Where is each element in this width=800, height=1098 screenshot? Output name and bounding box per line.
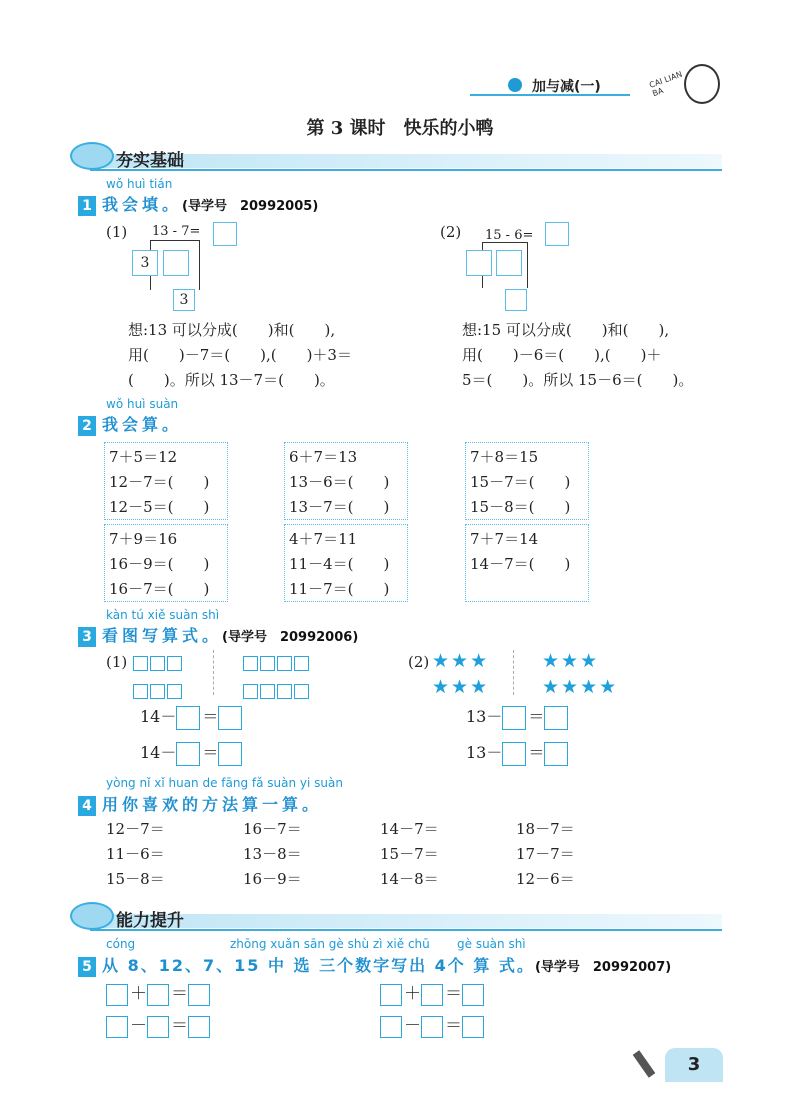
q3-eq-2a: 13－ ＝ xyxy=(466,704,570,730)
pencil-icon xyxy=(633,1050,656,1078)
q3-divider-1 xyxy=(213,650,214,695)
q5-eq-minus-2: － ＝ xyxy=(380,1014,486,1039)
q1-p2-mid-box[interactable] xyxy=(496,250,522,276)
section-banner-ability: 能力提升 xyxy=(70,900,722,932)
q4-col-4: 18－7＝ 17－7＝ 12－6＝ xyxy=(516,820,575,888)
q3-squares-group-b xyxy=(243,653,323,700)
q5-eq-plus-2: ＋ ＝ xyxy=(380,982,486,1007)
q1-p1-text: 想:13 可以分成( )和( ), 用( )－7＝( ),( )＋3＝ ( )。所以 13－7＝( )。 xyxy=(128,321,352,389)
q2-group-2: 6＋7＝13 13－6＝( ) 13－7＝( ) xyxy=(284,442,408,520)
q2-title: 2 我会算。 xyxy=(78,412,182,436)
q4-col-1: 12－7＝ 11－6＝ 15－8＝ xyxy=(106,820,165,888)
q3-p1-label: (1) xyxy=(106,653,128,671)
q3-stars-group-b: ★★★ ★★★★ xyxy=(542,650,619,698)
q1-p2-left-box[interactable] xyxy=(466,250,492,276)
q4-pinyin: yòng nǐ xǐ huan de fāng fǎ suàn yi suàn xyxy=(106,776,343,790)
q5-eq-minus-1: － ＝ xyxy=(106,1014,212,1039)
section-banner-basic: 夯实基础 xyxy=(70,140,722,172)
q3-p2-label: (2) xyxy=(408,653,430,671)
q1-p1-left-box: 3 xyxy=(132,250,158,276)
q2-group-1: 7＋5＝12 12－7＝( ) 12－5＝( ) xyxy=(104,442,228,520)
q3-eq-2b: 13－ ＝ xyxy=(466,740,570,766)
mascot-icon xyxy=(70,902,114,930)
q4-title: 4 用你喜欢的方法算一算。 xyxy=(78,792,322,816)
q1-p2-answer-box[interactable] xyxy=(545,222,569,246)
q5-eq-plus-1: ＋ ＝ xyxy=(106,982,212,1007)
q5-pinyin-c: gè suàn shì xyxy=(457,937,526,951)
q1-p1-answer-box[interactable] xyxy=(213,222,237,246)
q1-p1-bottom-box: 3 xyxy=(173,289,195,311)
page-number: 3 xyxy=(687,1054,701,1075)
mascot-icon xyxy=(70,142,114,170)
q1-p2-bottom-box[interactable] xyxy=(505,289,527,311)
q2-group-6: 7＋7＝14 14－7＝( ) xyxy=(465,524,589,602)
q2-group-5: 4＋7＝11 11－4＝( ) 11－7＝( ) xyxy=(284,524,408,602)
q3-stars-group-a: ★★★ ★★★ xyxy=(432,650,490,698)
q4-col-2: 16－7＝ 13－8＝ 16－9＝ xyxy=(243,820,302,888)
q4-col-3: 14－7＝ 15－7＝ 14－8＝ xyxy=(380,820,439,888)
q1-p1-label: (1) xyxy=(106,223,128,241)
q3-pinyin: kàn tú xiě suàn shì xyxy=(106,608,220,622)
q1-p2-expr: 15 - 6= xyxy=(485,228,534,243)
q1-p2-label: (2) xyxy=(440,223,462,241)
q3-squares-group-a xyxy=(133,653,193,700)
q5-pinyin-a: cóng xyxy=(106,937,136,951)
q3-divider-2 xyxy=(513,650,514,695)
q1-p2-text: 想:15 可以分成( )和( ), 用( )－6＝( ),( )＋ 5＝( )。所以 15－6＝( )。 xyxy=(462,321,694,389)
q5-title: 5 从 8、12、7、15 中 选 三个数字写出 4个 算 式。(导学号 20992007) xyxy=(78,953,671,977)
chapter-marker-icon xyxy=(508,78,522,92)
q5-pinyin-b: zhōng xuǎn sān gè shù zì xiě chū xyxy=(230,937,430,951)
lesson-title: 第 3 课时 快乐的小鸭 xyxy=(306,118,494,139)
chapter-title: 加与减(一) xyxy=(532,79,601,95)
q3-title: 3 看图写算式。(导学号 20992006) xyxy=(78,623,358,647)
q3-eq-1a: 14－ ＝ xyxy=(140,704,244,730)
brand-logo: CAI LIAN BA xyxy=(650,64,722,110)
q3-eq-1b: 14－ ＝ xyxy=(140,740,244,766)
q1-pinyin: wǒ huì tián xyxy=(106,177,173,191)
q2-group-4: 7＋9＝16 16－9＝( ) 16－7＝( ) xyxy=(104,524,228,602)
q1-p1-mid-box[interactable] xyxy=(163,250,189,276)
q1-p1-expr: 13 - 7= xyxy=(152,224,201,239)
q1-title: 1 我会填。(导学号 20992005) xyxy=(78,192,318,216)
q2-group-3: 7＋8＝15 15－7＝( ) 15－8＝( ) xyxy=(465,442,589,520)
q2-pinyin: wǒ huì suàn xyxy=(106,397,179,411)
